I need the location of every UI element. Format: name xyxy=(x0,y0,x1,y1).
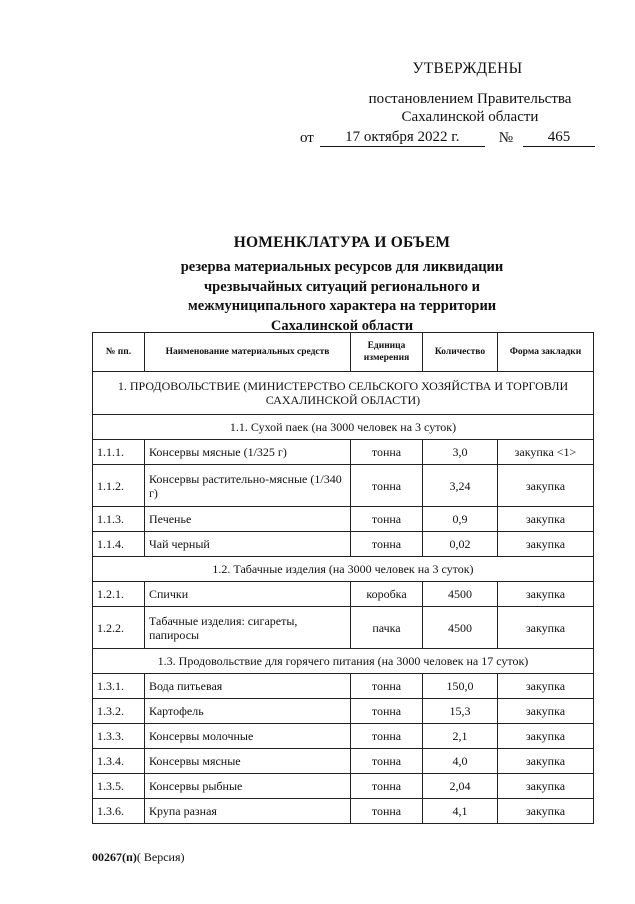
section-row xyxy=(93,372,594,415)
section-title: 1. ПРОДОВОЛЬСТВИЕ (МИНИСТЕРСТВО СЕЛЬСКОГО ХОЗЯЙСТВА И ТОРГОВЛИ САХАЛИНСКОЙ ОБЛАСТИ) xyxy=(93,372,594,415)
cell-num: 1.3.5. xyxy=(93,774,145,799)
cell-form: закупка <1> xyxy=(498,440,594,465)
cell-unit: тонна xyxy=(351,465,423,507)
cell-num: 1.2.1. xyxy=(93,582,145,607)
group-row xyxy=(93,649,594,674)
cell-name: Чай черный xyxy=(145,532,351,557)
approval-line-1: постановлением Правительства xyxy=(368,91,572,107)
cell-name: Вода питьевая xyxy=(145,674,351,699)
header-num: № пп. xyxy=(93,333,145,372)
cell-unit: тонна xyxy=(351,724,423,749)
cell-qty: 4500 xyxy=(423,607,498,649)
cell-form: закупка xyxy=(498,607,594,649)
subtitle-line: чрезвычайных ситуаций регионального и xyxy=(204,278,480,295)
approval-block xyxy=(300,60,595,147)
table-row xyxy=(93,582,594,607)
cell-num: 1.3.2. xyxy=(93,699,145,724)
cell-qty: 3,0 xyxy=(423,440,498,465)
cell-form: закупка xyxy=(498,465,594,507)
cell-name: Спички xyxy=(145,582,351,607)
cell-qty: 4,0 xyxy=(423,749,498,774)
table-row xyxy=(93,465,594,507)
subtitle-line: резерва материальных ресурсов для ликвидации xyxy=(180,259,504,275)
subtitle-line: Сахалинской области xyxy=(270,317,414,334)
cell-unit: тонна xyxy=(351,749,423,774)
cell-qty: 2,1 xyxy=(423,724,498,749)
cell-form: закупка xyxy=(498,724,594,749)
cell-unit: тонна xyxy=(351,532,423,557)
cell-num: 1.3.6. xyxy=(93,799,145,824)
number-label: № xyxy=(498,130,514,146)
cell-num: 1.1.4. xyxy=(93,532,145,557)
table-row xyxy=(93,799,594,824)
cell-form: закупка xyxy=(498,507,594,532)
document-version: ( Версия) xyxy=(136,850,185,864)
header-form: Форма закладки xyxy=(498,333,594,372)
cell-unit: коробка xyxy=(351,582,423,607)
cell-qty: 0,9 xyxy=(423,507,498,532)
cell-name: Консервы растительно-мясные (1/340 г) xyxy=(145,465,351,507)
table-row xyxy=(93,699,594,724)
cell-form: закупка xyxy=(498,799,594,824)
document-title: НОМЕНКЛАТУРА И ОБЪЕМ xyxy=(233,234,451,251)
approval-date: 17 октября 2022 г. xyxy=(320,128,485,147)
cell-form: закупка xyxy=(498,699,594,724)
approval-number: 465 xyxy=(523,128,595,147)
group-row xyxy=(93,557,594,582)
cell-num: 1.3.1. xyxy=(93,674,145,699)
table-row xyxy=(93,440,594,465)
group-title: 1.1. Сухой паек (на 3000 человек на 3 суток) xyxy=(93,415,594,440)
cell-num: 1.1.1. xyxy=(93,440,145,465)
nomenclature-table xyxy=(92,332,594,824)
approval-date-row xyxy=(300,128,595,147)
cell-num: 1.3.3. xyxy=(93,724,145,749)
cell-unit: пачка xyxy=(351,607,423,649)
cell-name: Крупа разная xyxy=(145,799,351,824)
group-row xyxy=(93,415,594,440)
cell-qty: 4500 xyxy=(423,582,498,607)
cell-unit: тонна xyxy=(351,799,423,824)
cell-unit: тонна xyxy=(351,507,423,532)
cell-qty: 0,02 xyxy=(423,532,498,557)
cell-qty: 4,1 xyxy=(423,799,498,824)
approval-line-2: Сахалинской области xyxy=(401,109,539,125)
header-name: Наименование материальных средств xyxy=(145,333,351,372)
footer-code xyxy=(92,850,185,865)
document-code: 00267(п) xyxy=(92,850,137,864)
table-row xyxy=(93,507,594,532)
document-subtitle xyxy=(120,258,564,336)
cell-qty: 15,3 xyxy=(423,699,498,724)
cell-form: закупка xyxy=(498,774,594,799)
table-row xyxy=(93,607,594,649)
cell-unit: тонна xyxy=(351,440,423,465)
cell-name: Консервы рыбные xyxy=(145,774,351,799)
cell-form: закупка xyxy=(498,582,594,607)
table-row xyxy=(93,532,594,557)
approval-heading: УТВЕРЖДЕНЫ xyxy=(412,60,523,77)
cell-name: Консервы мясные (1/325 г) xyxy=(145,440,351,465)
cell-form: закупка xyxy=(498,532,594,557)
cell-num: 1.3.4. xyxy=(93,749,145,774)
cell-name: Консервы молочные xyxy=(145,724,351,749)
cell-name: Консервы мясные xyxy=(145,749,351,774)
cell-qty: 150,0 xyxy=(423,674,498,699)
table-row xyxy=(93,749,594,774)
header-unit: Единица измерения xyxy=(351,333,423,372)
cell-num: 1.1.3. xyxy=(93,507,145,532)
header-qty: Количество xyxy=(423,333,498,372)
cell-unit: тонна xyxy=(351,699,423,724)
from-label: от xyxy=(300,130,314,146)
table-header-row xyxy=(93,333,594,372)
cell-qty: 3,24 xyxy=(423,465,498,507)
cell-form: закупка xyxy=(498,674,594,699)
table-row xyxy=(93,774,594,799)
cell-qty: 2,04 xyxy=(423,774,498,799)
table-row xyxy=(93,724,594,749)
cell-name: Печенье xyxy=(145,507,351,532)
group-title: 1.3. Продовольствие для горячего питания (на 3000 человек на 17 суток) xyxy=(93,649,594,674)
cell-unit: тонна xyxy=(351,674,423,699)
group-title: 1.2. Табачные изделия (на 3000 человек на 3 суток) xyxy=(93,557,594,582)
cell-unit: тонна xyxy=(351,774,423,799)
cell-name: Картофель xyxy=(145,699,351,724)
cell-num: 1.2.2. xyxy=(93,607,145,649)
subtitle-line: межмуниципального характера на территории xyxy=(187,298,497,314)
cell-num: 1.1.2. xyxy=(93,465,145,507)
cell-form: закупка xyxy=(498,749,594,774)
cell-name: Табачные изделия: сигареты, папиросы xyxy=(145,607,351,649)
table-row xyxy=(93,674,594,699)
